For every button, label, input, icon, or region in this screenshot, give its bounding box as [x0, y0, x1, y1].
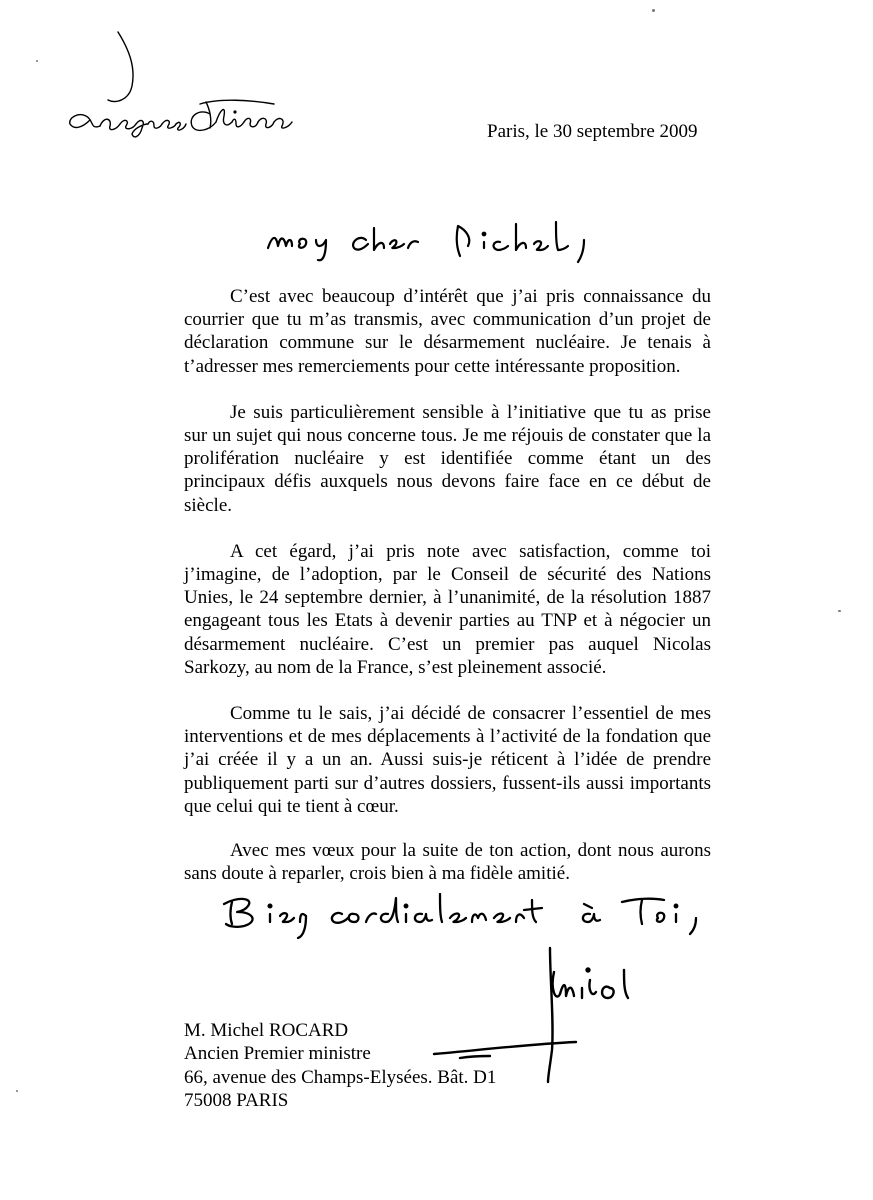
body-paragraph-4: Comme tu le sais, j’ai décidé de consacrer l’essentiel de mes interventions et de mes déplacements à l’activité de la fondation que j’ai créée il y a un an. Aussi suis-je réticent à l’idée de prendre publiquement parti sur d’autres dossiers, fussent-ils aussi importants que celui qui te tient à cœur.	[184, 703, 711, 817]
body-paragraph-1: C’est avec beaucoup d’intérêt que j’ai pris connaissance du courrier que tu m’as transmis, avec communication d’un projet de déclaration commune sur le désarmement nucléaire. Je tenais à t’adresser mes remerciements pour cette intéressante proposition.	[184, 286, 711, 377]
letter-date: Paris, le 30 septembre 2009	[487, 121, 698, 142]
scan-speck	[36, 60, 38, 62]
scan-speck	[652, 9, 655, 12]
recipient-street: 66, avenue des Champs-Elysées. Bât. D1	[184, 1066, 497, 1088]
recipient-title: Ancien Premier ministre	[184, 1043, 371, 1065]
scan-speck	[16, 1090, 18, 1092]
body-paragraph-5: Avec mes vœux pour la suite de ton action, dont nous aurons sans doute à reparler, crois bien à ma fidèle amitié.	[184, 840, 711, 885]
recipient-city: 75008 PARIS	[184, 1089, 289, 1111]
body-paragraph-3: A cet égard, j’ai pris note avec satisfaction, comme toi j’imagine, de l’adoption, par le Conseil de sécurité des Nations Unies, le 24 septembre dernier, à l’unanimité, de la résolution 1887 engageant tous les Etats à devenir parties au TNP et à négocier un désarmement nucléaire. C’est un premier pas auquel Nicolas Sarkozy, au nom de la France, s’est pleinement associé.	[184, 540, 711, 678]
scan-speck	[838, 610, 841, 612]
letter-body	[184, 285, 711, 885]
letterhead-signature-logo	[60, 20, 300, 140]
handwritten-salutation	[262, 212, 602, 272]
recipient-address	[184, 1019, 496, 1112]
body-paragraph-2: Je suis particulièrement sensible à l’initiative que tu as prise sur un sujet qui nous concerne tous. Je me réjouis de constater que la prolifération nucléaire y est identifiée comme étant un des principaux défis auxquels nous devons faire face en ce début de siècle.	[184, 401, 711, 516]
recipient-name: M. Michel ROCARD	[184, 1020, 349, 1041]
